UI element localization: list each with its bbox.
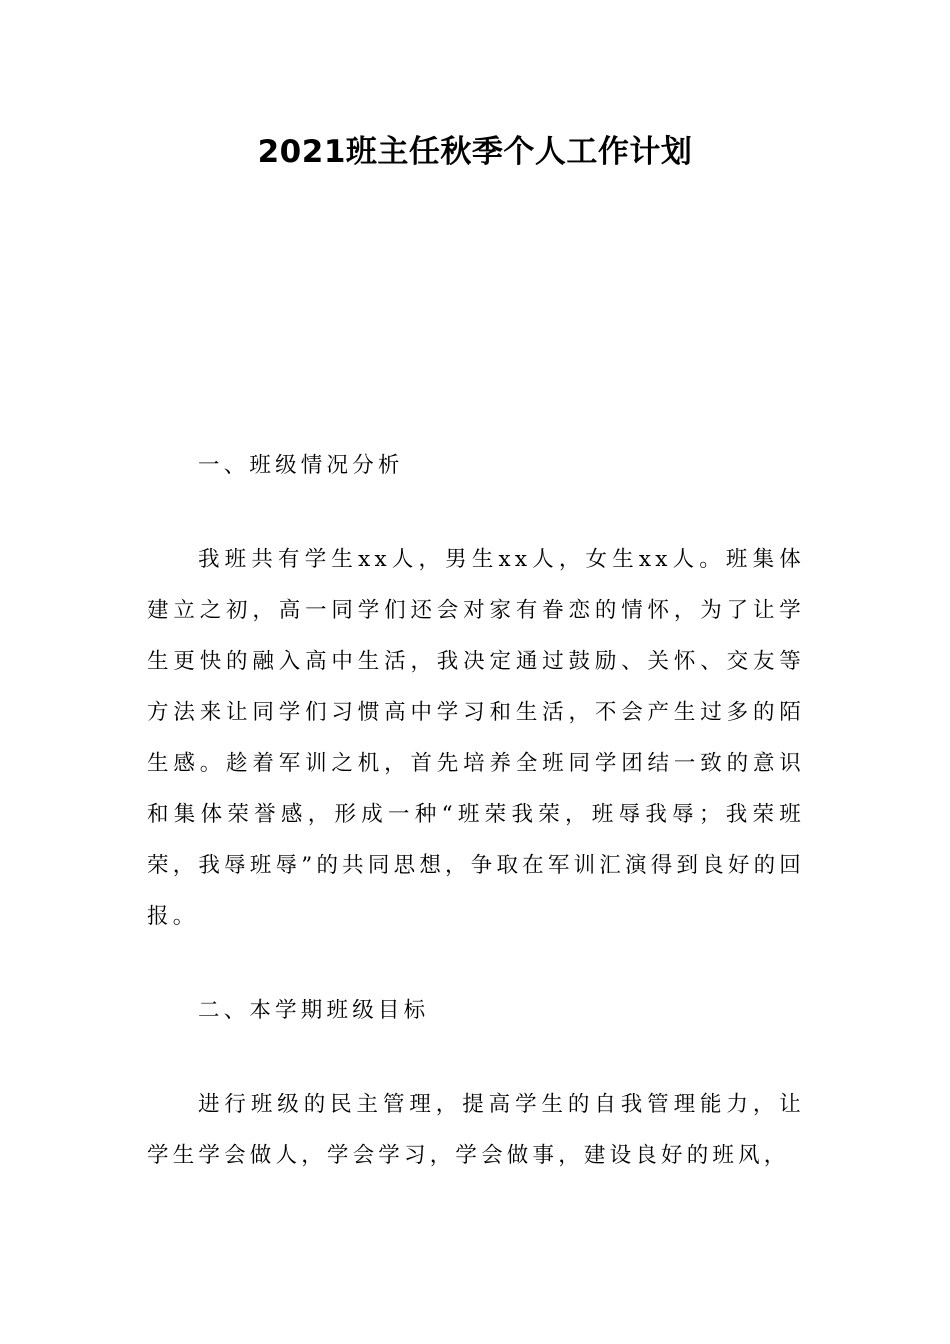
section-spacer <box>147 942 805 985</box>
section-spacer <box>147 1036 805 1079</box>
section-heading-2: 二、本学期班级目标 <box>198 998 430 1023</box>
section-paragraph-2: 进行班级的民主管理，提高学生的自我管理能力，让学生学会做人，学会学习，学会做事，建设良好的班风， <box>147 1092 805 1168</box>
page-title: 2021班主任秋季个人工作计划 <box>257 134 693 170</box>
section-paragraph-1: 我班共有学生xx人，男生xx人，女生xx人。班集体建立之初，高一同学们还会对家有眷恋的情怀，为了让学生更快的融入高中生活，我决定通过鼓励、关怀、交友等方法来让同学们习惯高中学习和生活，不会产生过多的陌生感。趁着军训之机，首先培养全班同学团结一致的意识和集体荣誉感，形成一种“班荣我荣，班辱我辱；我荣班荣，我辱班辱”的共同思想，争取在军训汇演得到良好的回报。 <box>147 547 805 929</box>
section-heading-1: 一、班级情况分析 <box>198 453 404 478</box>
section-spacer <box>147 491 805 534</box>
document-body <box>147 440 805 1181</box>
